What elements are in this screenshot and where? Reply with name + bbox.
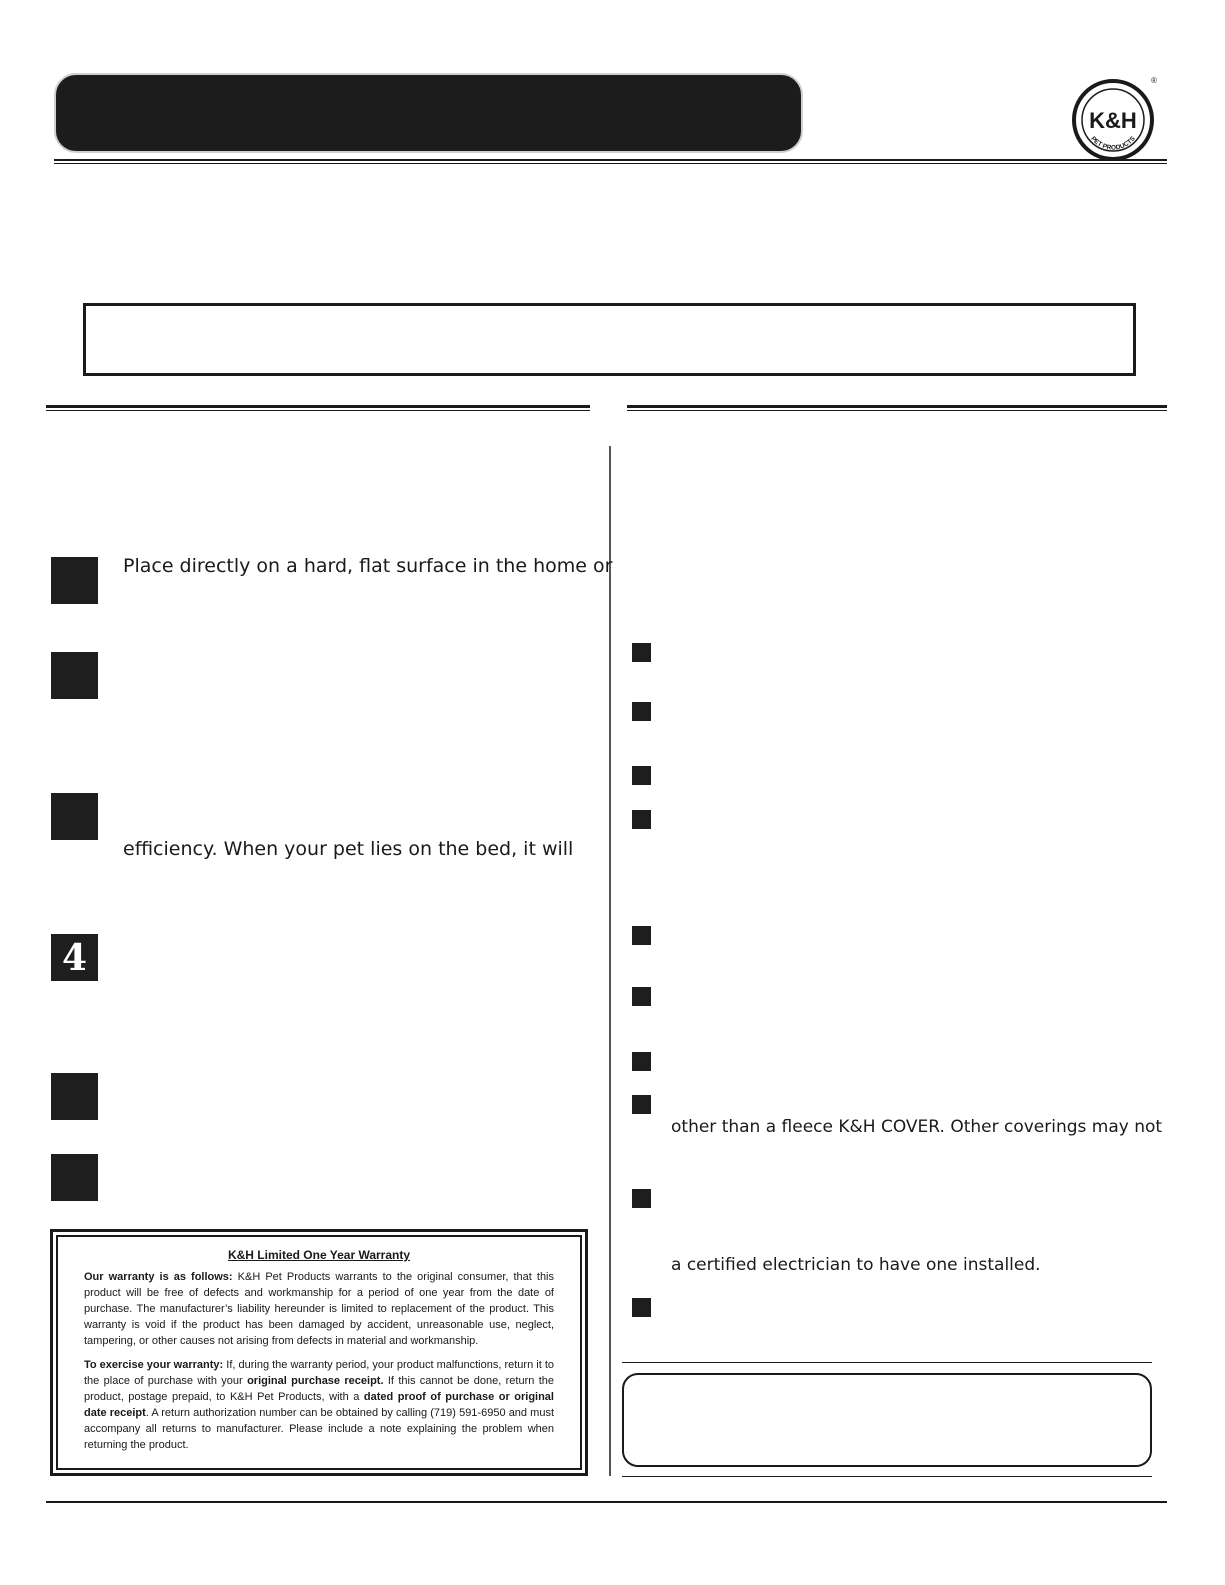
step-6-marker [51,1154,98,1201]
right-section-rule [627,405,1167,408]
warranty-title: K&H Limited One Year Warranty [227,1248,411,1262]
step-3-text: efficiency. When your pet lies on the bed, it will [123,838,574,860]
warranty-paragraph-1: Our warranty is as follows: K&H Pet Products warrants to the original consumer, that this product will be free of defects and workmanship for a period of one year from the date of purchase. The manufacturer’s liability hereunder is limited to replacement of the product. This warranty is void if the product has been damaged by accident, unreasonable use, neglect, tampering, or other causes not arising from defects in material and workmanship. [84,1271,555,1347]
right-item-6-marker [632,987,651,1006]
step-5-marker [51,1073,98,1120]
step-2-marker [51,652,98,699]
logo-mark: K&H [1089,108,1137,133]
right-item-8-text: other than a fleece K&H COVER. Other coverings may not [671,1117,1163,1137]
kh-logo [1071,78,1155,162]
step-1-text: Place directly on a hard, flat surface in the home or [123,555,613,577]
right-item-9-marker [632,1189,651,1208]
notice-box [83,303,1136,376]
right-item-7-marker [632,1052,651,1071]
warranty-box [50,1229,588,1476]
registered-mark: ® [1151,76,1157,85]
right-item-9-text: a certified electrician to have one installed. [671,1255,1041,1275]
right-item-8-marker [632,1095,651,1114]
step-3-marker [51,793,98,840]
left-section-rule [46,405,590,408]
column-divider [609,446,611,1476]
right-item-3-marker [632,766,651,785]
right-item-4-marker [632,810,651,829]
logo-ring-text: PET PRODUCTS [1089,135,1137,152]
right-item-10-marker [632,1298,651,1317]
right-item-2-marker [632,702,651,721]
right-item-5-marker [632,926,651,945]
step-4-marker: 4 [51,934,98,981]
right-section-rule-thin [627,410,1167,411]
header-rule-thin [54,163,1167,164]
step-1-marker [51,557,98,604]
warranty-content [56,1235,582,1470]
right-box-bottom-rule [622,1476,1152,1477]
header-rule [54,159,1167,161]
header-title-bar [54,73,803,153]
left-section-rule-thin [46,410,590,411]
footer-rule [46,1501,1167,1503]
warranty-paragraph-2: To exercise your warranty: If, during the warranty period, your product malfunctions, return it to the place of purchase with your original purchase receipt. If this cannot be done, return the product, postage prepaid, to K&H Pet Products, with a dated proof of purchase or original date receipt. A return authorization number can be obtained by calling (719) 591-6950 and must accompany all returns to manufacturer. Please include a note explaining the problem when returning the product. [84,1359,555,1451]
right-item-1-marker [632,643,651,662]
right-notice-box [622,1373,1152,1467]
right-box-top-rule [622,1362,1152,1363]
